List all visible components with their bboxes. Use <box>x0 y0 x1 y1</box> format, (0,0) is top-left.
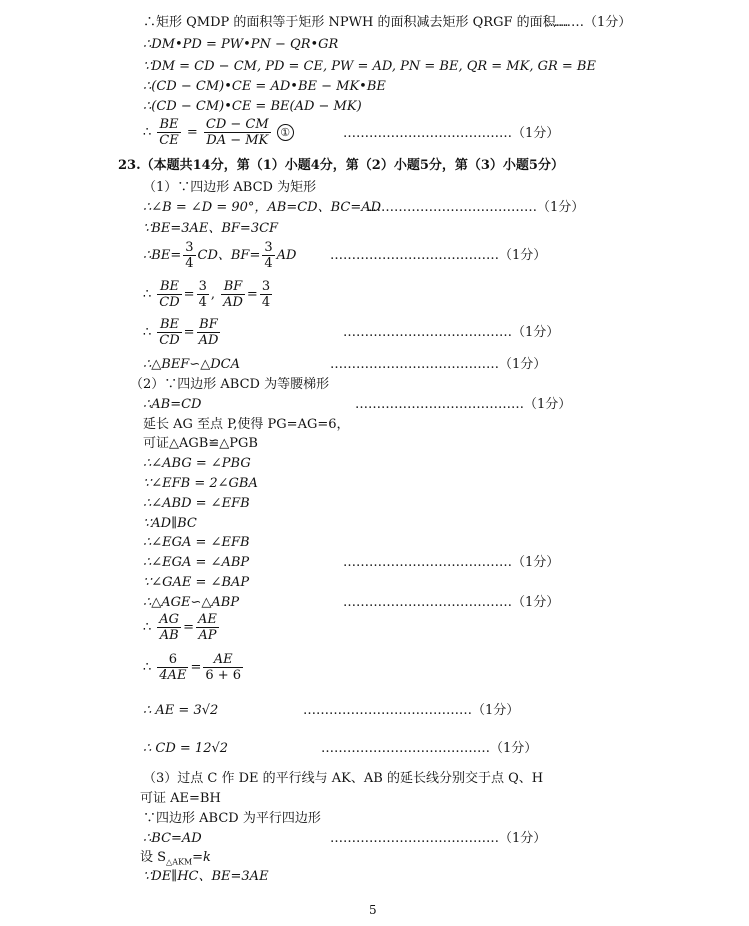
p2-line-7: ∴∠ABD = ∠EFB <box>143 496 250 511</box>
p2-line-16: ∴ CD = 12√2 <box>143 741 229 756</box>
p1-score-6: …………………………………（1分） <box>343 325 560 340</box>
q23-header: 23.（本题共14分，第（1）小题4分，第（2）小题5分，第（3）小题5分） <box>118 158 564 173</box>
p1-line-7: ∴△BEF∽△DCA <box>143 357 240 372</box>
p3-line-5: 设 $S_{\triangle AKM}=k$ <box>140 850 211 867</box>
p1-line-3: ∵BE=3AE、BF=3CF <box>143 221 279 236</box>
score-line-6: …………………………………（1分） <box>343 126 560 141</box>
circled-one: ① <box>277 124 294 141</box>
p1-score-7: …………………………………（1分） <box>330 357 547 372</box>
score-line-1: ………（1分） <box>545 15 632 30</box>
p2-line-12: ∴△AGE∽△ABP <box>143 595 240 610</box>
p2-line-3: 延长 AG 至点 P,使得 PG=AG=6， <box>143 417 350 432</box>
p2-score-10: …………………………………（1分） <box>343 555 560 570</box>
p2-line-14: ∴ $\frac{6}{4AE}$ = $\frac{AE}{6 + 6}$ <box>143 652 242 683</box>
line-factor: ∴(CD − CM)•CE = BE(AD − MK) <box>143 99 362 114</box>
p2-score-12: …………………………………（1分） <box>343 595 560 610</box>
p2-line-10: ∴∠EGA = ∠ABP <box>143 555 250 570</box>
line-ratio-equation: ∴ $\frac{BE}{CE}$ = $\frac{CD - CM}{DA - MK}$ ① <box>143 117 294 148</box>
p2-line-2: ∴AB=CD <box>143 397 202 412</box>
p3-score-4: …………………………………（1分） <box>330 831 547 846</box>
p3-line-4: ∴BC=AD <box>143 831 202 846</box>
fraction-cd-cm: $\frac{CD - CM}{DA - MK}$ <box>205 117 269 148</box>
p1-line-5: ∴ $\frac{BE}{CD}$ = $\frac{3}{4}$ , $\frac{BF}{AD}$ = $\frac{3}{4}$ <box>143 279 271 310</box>
page-number: 5 <box>369 903 377 917</box>
p2-line-1: （2）∵四边形 ABCD 为等腰梯形 <box>130 377 330 392</box>
line-expand: ∴(CD − CM)•CE = AD•BE − MK•BE <box>143 79 386 94</box>
p2-line-15: ∴ AE = 3√2 <box>143 703 219 718</box>
line-area-statement: ∴矩形 QMDP 的面积等于矩形 NPWH 的面积减去矩形 QRGF 的面积… <box>143 15 569 30</box>
p1-line-2: ∴∠B = ∠D = 90°，AB=CD、BC=AD <box>143 200 382 215</box>
p2-line-8: ∵AD∥BC <box>143 516 197 531</box>
p2-line-11: ∵∠GAE = ∠BAP <box>143 575 250 590</box>
p1-score-4: …………………………………（1分） <box>330 248 547 263</box>
p3-line-3: ∵四边形 ABCD 为平行四边形 <box>143 811 321 826</box>
p1-line-4: ∴BE= $\frac{3}{4}$ CD、BF= $\frac{3}{4}$ AD <box>143 240 297 271</box>
fraction-be-ce: $\frac{BE}{CE}$ <box>159 117 179 148</box>
p1-line-6: ∴ $\frac{BE}{CD}$ = $\frac{BF}{AD}$ <box>143 317 219 348</box>
line-substitutions: ∵DM = CD − CM, PD = CE, PW = AD, PN = BE, QR = MK, GR = BE <box>143 59 596 74</box>
p3-line-2: 可证 AE=BH <box>140 791 221 806</box>
p2-line-5: ∴∠ABG = ∠PBG <box>143 456 251 471</box>
p2-score-2: …………………………………（1分） <box>355 397 572 412</box>
p2-line-6: ∵∠EFB = 2∠GBA <box>143 476 258 491</box>
p1-score-2: …………………………………（1分） <box>368 200 585 215</box>
p3-line-1: （3）过点 C 作 DE 的平行线与 AK、AB 的延长线分别交于点 Q、H <box>143 771 544 786</box>
p3-line-6: ∵DE∥HC、BE=3AE <box>143 869 269 884</box>
p2-line-9: ∴∠EGA = ∠EFB <box>143 535 250 550</box>
p2-line-13: ∴ $\frac{AG}{AB}$ = $\frac{AE}{AP}$ <box>143 612 217 643</box>
p2-score-15: …………………………………（1分） <box>303 703 520 718</box>
p1-line-1: （1）∵四边形 ABCD 为矩形 <box>143 180 317 195</box>
p2-line-4: 可证△AGB≌△PGB <box>143 436 258 451</box>
p2-score-16: …………………………………（1分） <box>321 741 538 756</box>
line-dm-pd: ∴DM•PD = PW•PN − QR•GR <box>143 37 339 52</box>
